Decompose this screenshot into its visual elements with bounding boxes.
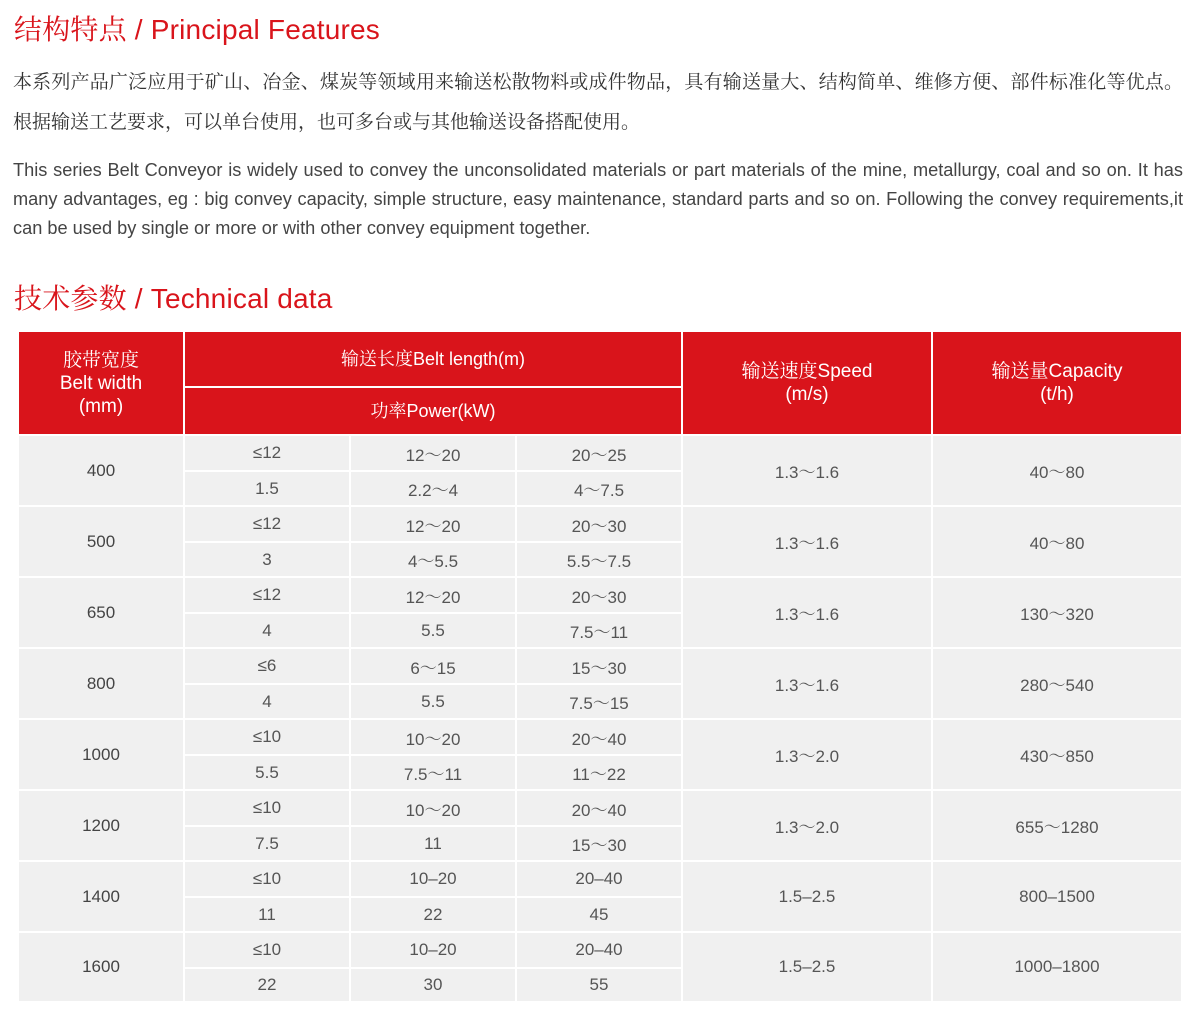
header-belt-length: 输送长度Belt length(m)	[184, 331, 682, 387]
capacity-cell: 655～1280	[932, 790, 1182, 861]
table-row	[18, 790, 1182, 826]
belt-length-cell: 10～20	[350, 790, 516, 826]
header-speed	[682, 331, 932, 435]
belt-length-cell: 6～15	[350, 648, 516, 684]
speed-cell: 1.3～2.0	[682, 790, 932, 861]
belt-length-cell: ≤10	[184, 932, 350, 968]
power-cell: 4～5.5	[350, 542, 516, 577]
capacity-cell: 40～80	[932, 506, 1182, 577]
header-belt-width-unit: (mm)	[78, 395, 124, 417]
belt-length-cell: 20–40	[516, 861, 682, 897]
header-belt-width-en: Belt width	[59, 372, 143, 394]
technical-data-title: 技术参数 / Technical data	[14, 283, 333, 314]
features-description-en: This series Belt Conveyor is widely used to convey the unconsolidated materials or part materials of the mine, metallurgy, coal and so on. It has many advantages, eg : big convey capacity, simple structure, easy maintenance, standard parts and so on. Following the convey requirements,it can be used by single or more or with other convey equipment together.	[13, 160, 1183, 238]
belt-width-cell: 1000	[18, 719, 184, 790]
belt-width-cell: 1600	[18, 932, 184, 1002]
technical-data-table	[17, 330, 1183, 1003]
power-cell: 11	[184, 897, 350, 932]
belt-length-cell: 12～20	[350, 435, 516, 471]
power-cell: 2.2～4	[350, 471, 516, 506]
table-row	[18, 719, 1182, 755]
belt-width-cell: 650	[18, 577, 184, 648]
header-capacity-label: 输送量Capacity	[991, 361, 1123, 382]
header-belt-width	[18, 331, 184, 435]
features-description-zh: 本系列产品广泛应用于矿山、冶金、煤炭等领域用来输送松散物料或成件物品，具有输送量大、结构简单、维修方便、部件标准化等优点。根据输送工艺要求，可以单台使用，也可多台或与其他输送设备搭配使用。	[13, 71, 1183, 133]
belt-length-cell: 20～25	[516, 435, 682, 471]
power-cell: 4～7.5	[516, 471, 682, 506]
belt-length-cell: 20～40	[516, 790, 682, 826]
power-cell: 55	[516, 968, 682, 1002]
power-cell: 7.5～15	[516, 684, 682, 719]
belt-length-cell: ≤12	[184, 435, 350, 471]
power-cell: 5.5～7.5	[516, 542, 682, 577]
belt-width-cell: 1400	[18, 861, 184, 932]
belt-length-cell: 12～20	[350, 506, 516, 542]
power-cell: 11	[350, 826, 516, 861]
belt-length-cell: ≤12	[184, 577, 350, 613]
capacity-cell: 40～80	[932, 435, 1182, 506]
table-row	[18, 435, 1182, 471]
header-power: 功率Power(kW)	[184, 387, 682, 435]
principal-features-title: 结构特点 / Principal Features	[14, 14, 380, 45]
power-cell: 7.5～11	[350, 755, 516, 790]
power-cell: 11～22	[516, 755, 682, 790]
capacity-cell: 130～320	[932, 577, 1182, 648]
belt-length-cell: ≤12	[184, 506, 350, 542]
power-cell: 3	[184, 542, 350, 577]
capacity-cell: 1000–1800	[932, 932, 1182, 1002]
header-speed-label: 输送速度Speed	[741, 361, 873, 382]
belt-length-cell: 20～30	[516, 506, 682, 542]
power-cell: 15～30	[516, 826, 682, 861]
header-belt-width-zh: 胶带宽度	[62, 349, 139, 371]
table-row	[18, 932, 1182, 968]
power-cell: 4	[184, 684, 350, 719]
speed-cell: 1.5–2.5	[682, 861, 932, 932]
belt-length-cell: 10–20	[350, 861, 516, 897]
table-row	[18, 577, 1182, 613]
power-cell: 4	[184, 613, 350, 648]
power-cell: 7.5	[184, 826, 350, 861]
belt-length-cell: 15～30	[516, 648, 682, 684]
power-cell: 1.5	[184, 471, 350, 506]
belt-width-cell: 1200	[18, 790, 184, 861]
belt-width-cell: 800	[18, 648, 184, 719]
belt-length-cell: ≤6	[184, 648, 350, 684]
capacity-cell: 800–1500	[932, 861, 1182, 932]
belt-length-cell: ≤10	[184, 790, 350, 826]
power-cell: 5.5	[350, 613, 516, 648]
belt-length-cell: 12～20	[350, 577, 516, 613]
header-capacity-unit: (t/h)	[1040, 384, 1074, 405]
power-cell: 30	[350, 968, 516, 1002]
header-speed-unit: (m/s)	[785, 384, 829, 405]
speed-cell: 1.3～1.6	[682, 435, 932, 506]
belt-length-cell: 20–40	[516, 932, 682, 968]
belt-length-cell: 10–20	[350, 932, 516, 968]
belt-width-cell: 500	[18, 506, 184, 577]
power-cell: 7.5～11	[516, 613, 682, 648]
power-cell: 22	[184, 968, 350, 1002]
speed-cell: 1.3～1.6	[682, 577, 932, 648]
speed-cell: 1.3～1.6	[682, 648, 932, 719]
power-cell: 5.5	[350, 684, 516, 719]
capacity-cell: 430～850	[932, 719, 1182, 790]
speed-cell: 1.5–2.5	[682, 932, 932, 1002]
belt-length-cell: 20～40	[516, 719, 682, 755]
speed-cell: 1.3～2.0	[682, 719, 932, 790]
capacity-cell: 280～540	[932, 648, 1182, 719]
table-row	[18, 648, 1182, 684]
header-capacity	[932, 331, 1182, 435]
belt-length-cell: 20～30	[516, 577, 682, 613]
speed-cell: 1.3～1.6	[682, 506, 932, 577]
power-cell: 22	[350, 897, 516, 932]
power-cell: 45	[516, 897, 682, 932]
belt-width-cell: 400	[18, 435, 184, 506]
technical-data-body	[18, 435, 1182, 1002]
belt-length-cell: ≤10	[184, 861, 350, 897]
belt-length-cell: ≤10	[184, 719, 350, 755]
table-row	[18, 506, 1182, 542]
power-cell: 5.5	[184, 755, 350, 790]
belt-length-cell: 10～20	[350, 719, 516, 755]
table-row	[18, 861, 1182, 897]
